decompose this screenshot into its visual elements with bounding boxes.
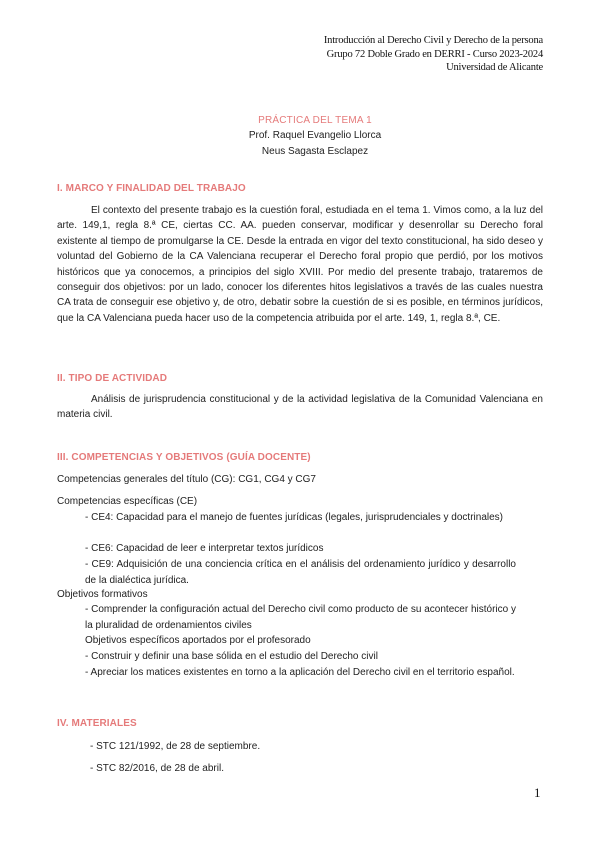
competence-ce9: - CE9: Adquisición de una conciencia crítica en el análisis del ordenamiento jurídico y desarrollo de la dialéctica jurídica.	[85, 559, 516, 586]
header-university: Universidad de Alicante	[446, 62, 543, 73]
paragraph-marco: El contexto del presente trabajo es la cuestión foral, estudiada en el tema 1. Vimos como, a la luz del arte. 149,1, regla 8.ª CE, ciertas CC. AA. pueden conservar, modificar y desenrollar su Derecho foral existente al tiempo de promulgarse la CE. Desde la entrada en vigor del texto constitucional, ha sido deseo y voluntad del Gobierno de la CA Valenciana recuperar el Derecho foral propio que perdió, por los motivos históricos que ya conocemos, a principios del siglo XVIII. Por medio del presente trabajo, trataremos de conseguir dos objetivos: por un lado, conocer los diferentes hitos legislativos a través de las cuales nuestra CA trata de conseguir ese objetivo y, de otro, debatir sobre la cuestión de si es posible, en términos jurídicos, que la CA Valenciana pueda hacer uso de la competencia atribuida por el arte. 149, 1, regla 8.ª, CE.	[57, 205, 543, 324]
section-body-tipo	[57, 392, 543, 423]
general-competences: Competencias generales del título (CG): CG1, CG4 y CG7	[57, 474, 316, 485]
section-heading-marco: I. MARCO Y FINALIDAD DEL TRABAJO	[57, 183, 246, 194]
competence-ce6: - CE6: Capacidad de leer e interpretar textos jurídicos	[85, 543, 324, 554]
section-heading-competencias: III. COMPETENCIAS Y OBJETIVOS (GUÍA DOCENTE)	[57, 452, 311, 463]
section-heading-materiales: IV. MATERIALES	[57, 718, 137, 729]
header-group: Grupo 72 Doble Grado en DERRI - Curso 2023-2024	[326, 48, 543, 60]
objective-item: - Apreciar los matices existentes en torno a la aplicación del Derecho civil en el territorio español.	[85, 667, 515, 678]
material-item: - STC 121/1992, de 28 de septiembre.	[90, 741, 261, 752]
header-course: Introducción al Derecho Civil y Derecho de la persona	[323, 35, 543, 46]
professor-objectives-label: Objetivos específicos aportados por el profesorado	[85, 635, 311, 646]
material-item: - STC 82/2016, de 28 de abril.	[90, 763, 224, 774]
student-name: Neus Sagasta Esclapez	[261, 146, 369, 157]
professor-name: Prof. Raquel Evangelio Llorca	[248, 130, 382, 141]
section-body-marco	[57, 203, 543, 326]
objective-item: - Comprender la configuración actual del Derecho civil como producto de su acontecer histórico y la pluralidad de ordenamientos civiles	[85, 604, 516, 631]
page-header	[324, 34, 543, 75]
objectives-label: Objetivos formativos	[57, 589, 148, 600]
objective-item: - Construir y definir una base sólida en el estudio del Derecho civil	[85, 651, 378, 662]
document-title: PRÁCTICA DEL TEMA 1	[258, 115, 372, 126]
specific-competences-label: Competencias específicas (CE)	[57, 496, 198, 507]
page-number: 1	[534, 785, 541, 800]
title-block	[0, 113, 600, 160]
paragraph-tipo: Análisis de jurisprudencia constitucional y de la actividad legislativa de la Comunidad Valenciana en materia civil.	[57, 394, 543, 421]
section-heading-tipo: II. TIPO DE ACTIVIDAD	[57, 373, 168, 384]
competence-ce4: - CE4: Capacidad para el manejo de fuentes jurídicas (legales, jurisprudenciales y doctrinales)	[85, 512, 503, 523]
